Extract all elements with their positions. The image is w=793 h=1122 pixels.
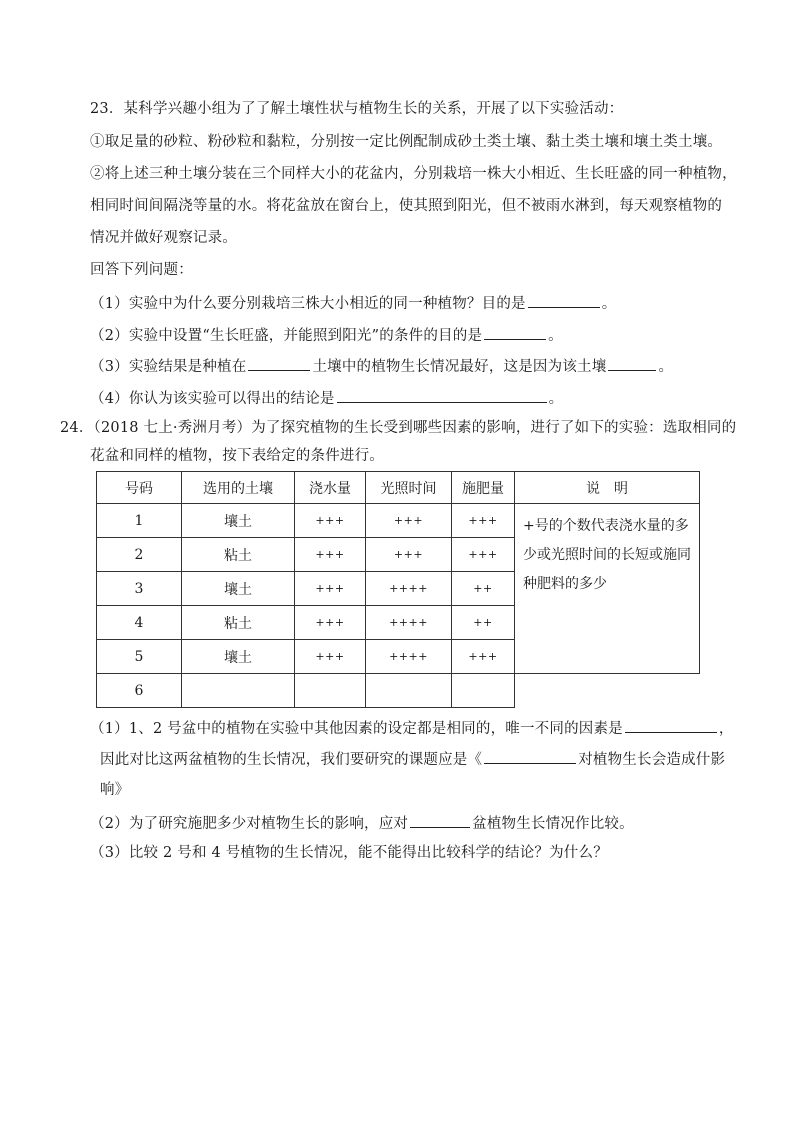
cell-soil-blank[interactable] — [182, 674, 295, 708]
cell-fertilizer: +++ — [452, 538, 515, 572]
q23-sub1-answer-blank[interactable] — [528, 292, 600, 308]
cell-light: +++ — [366, 504, 452, 538]
table-row — [97, 674, 700, 708]
cell-soil: 粘土 — [182, 538, 295, 572]
table-note: +号的个数代表浇水量的多少或光照时间的长短或施同种肥料的多少 — [515, 504, 700, 674]
cell-number: 4 — [97, 606, 182, 640]
header-fertilizer: 施肥量 — [452, 472, 515, 504]
q24-sub1-topic-blank[interactable] — [484, 748, 576, 764]
q23-sub3 — [90, 355, 673, 377]
q23-sub4-end: 。 — [548, 391, 564, 407]
cell-light-blank[interactable] — [366, 674, 452, 708]
q24-sub1-line1 — [90, 717, 734, 739]
q23-sub3-mid: 土壤中的植物生长情况最好，这是因为该土壤 — [312, 359, 607, 375]
q23-sub4 — [90, 387, 563, 409]
cell-water: +++ — [295, 572, 366, 606]
cell-number: 5 — [97, 640, 182, 674]
cell-number: 1 — [97, 504, 182, 538]
cell-water: +++ — [295, 538, 366, 572]
q23-sub2 — [90, 324, 563, 346]
q23-sub3-end: 。 — [658, 359, 674, 375]
q24-sub1-topic-end: 对植物生长会造成什影 — [578, 752, 726, 768]
q24-sub1-comma: ， — [718, 721, 734, 737]
cell-light: ++++ — [366, 572, 452, 606]
cell-water: +++ — [295, 606, 366, 640]
q23-sub1-end: 。 — [601, 296, 617, 312]
header-number: 号码 — [97, 472, 182, 504]
q24-sub2 — [90, 812, 634, 834]
q24-sub2-end: 盆植物生长情况作比较。 — [472, 816, 634, 832]
q23-sub3-soil-blank[interactable] — [248, 355, 310, 371]
q23-sub1 — [90, 292, 616, 314]
cell-number: 2 — [97, 538, 182, 572]
q23-step1: ①取足量的砂粒、粉砂粒和黏粒，分别按一定比例配制成砂土类土壤、黏土类土壤和壤土类土壤。 — [90, 134, 723, 150]
table-header-row — [97, 472, 700, 504]
q24-stem-line1: 24．（2018 七上·秀洲月考）为了探究植物的生长受到哪些因素的影响，进行了如下的实验：选取相同的 — [60, 420, 737, 436]
cell-light: +++ — [366, 538, 452, 572]
cell-water: +++ — [295, 640, 366, 674]
header-water: 浇水量 — [295, 472, 366, 504]
cell-fertilizer: +++ — [452, 640, 515, 674]
q23-sub3-text: （3）实验结果是种植在 — [90, 359, 247, 375]
q24-sub1-text: （1）1、2 号盆中的植物在实验中其他因素的设定都是相同的，唯一不同的因素是 — [90, 721, 623, 737]
q23-step2-line3: 情况并做好观察记录。 — [90, 230, 237, 246]
cell-fertilizer-blank[interactable] — [452, 674, 515, 708]
q24-sub3: （3）比较 2 号和 4 号植物的生长情况，能不能得出比较科学的结论？为什么？ — [90, 845, 608, 861]
cell-soil: 壤土 — [182, 504, 295, 538]
q23-sub2-text: （2）实验中设置“生长旺盛，并能照到阳光”的条件的目的是 — [90, 328, 483, 344]
q23-sub4-text: （4）你认为该实验可以得出的结论是 — [90, 391, 335, 407]
q23-sub2-end: 。 — [548, 328, 563, 344]
cell-fertilizer: ++ — [452, 606, 515, 640]
header-note: 说 明 — [515, 472, 700, 504]
table-row — [97, 504, 700, 538]
cell-soil: 壤土 — [182, 640, 295, 674]
q23-step2-line2: 相同时间间隔浇等量的水。将花盆放在窗台上，使其照到阳光，但不被雨水淋到，每天观察植物的 — [90, 198, 723, 214]
q23-sub3-reason-blank[interactable] — [608, 355, 656, 371]
conditions-table — [96, 471, 700, 708]
q24-sub1-factor-blank[interactable] — [625, 717, 717, 733]
q24-sub2-text: （2）为了研究施肥多少对植物生长的影响，应对 — [90, 816, 409, 832]
cell-number: 3 — [97, 572, 182, 606]
q24-sub2-answer-blank[interactable] — [410, 812, 470, 828]
header-soil: 选用的土壤 — [182, 472, 295, 504]
q23-sub2-answer-blank[interactable] — [484, 324, 546, 340]
cell-light: ++++ — [366, 606, 452, 640]
cell-fertilizer: +++ — [452, 504, 515, 538]
q23-sub4-answer-blank[interactable] — [337, 387, 547, 403]
header-light: 光照时间 — [366, 472, 452, 504]
cell-light: ++++ — [366, 640, 452, 674]
cell-water: +++ — [295, 504, 366, 538]
cell-soil: 粘土 — [182, 606, 295, 640]
cell-water-blank[interactable] — [295, 674, 366, 708]
q23-prompt: 回答下列问题： — [90, 262, 193, 278]
q24-sub1-line2 — [100, 748, 725, 770]
q23-sub1-text: （1）实验中为什么要分别栽培三株大小相近的同一种植物？目的是 — [90, 296, 526, 312]
q24-stem-line2: 花盆和同样的植物，按下表给定的条件进行。 — [90, 448, 384, 464]
q24-sub1-line3: 响》 — [100, 782, 130, 798]
q23-step2-line1: ②将上述三种土壤分装在三个同样大小的花盆内，分别栽培一株大小相近、生长旺盛的同一种植物， — [90, 166, 737, 182]
cell-soil: 壤土 — [182, 572, 295, 606]
cell-number: 6 — [97, 674, 182, 708]
q24-sub1-topic-text: 因此对比这两盆植物的生长情况，我们要研究的课题应是《 — [100, 752, 483, 768]
q23-stem: 23．某科学兴趣小组为了了解土壤性状与植物生长的关系，开展了以下实验活动： — [90, 101, 624, 117]
cell-fertilizer: ++ — [452, 572, 515, 606]
